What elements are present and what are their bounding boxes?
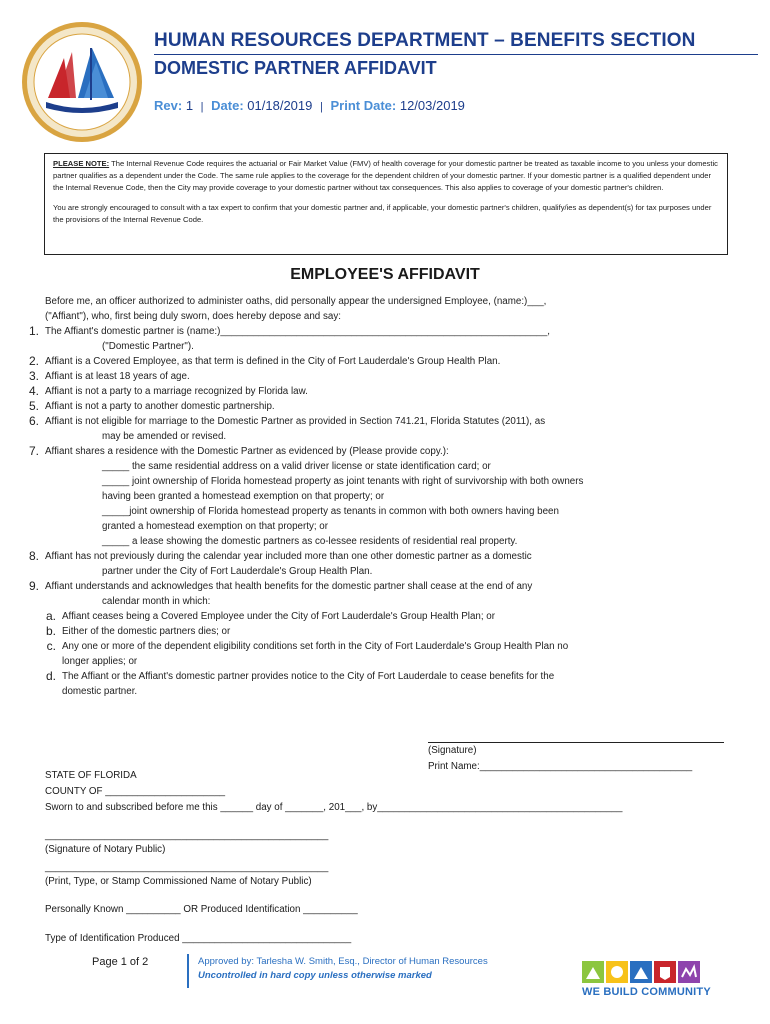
- notary-signature-label: (Signature of Notary Public): [45, 844, 166, 855]
- list-item: [0, 399, 730, 414]
- city-seal-logo: [18, 18, 146, 146]
- item-continuation: may be amended or revised.: [102, 431, 227, 442]
- item-text: The Affiant's domestic partner is (name:)____________________________________________________________,: [45, 326, 551, 337]
- item-text: Affiant is not a party to another domestic partnership.: [45, 401, 275, 412]
- residence-option-1: _____ the same residential address on a valid driver license or state identification card; or: [102, 461, 491, 472]
- document-form-title: DOMESTIC PARTNER AFFIDAVIT: [154, 58, 437, 78]
- item-continuation: ("Domestic Partner").: [102, 341, 194, 352]
- sworn-statement[interactable]: Sworn to and subscribed before me this ______ day of _______, 201___, by_____________________________________________: [45, 802, 623, 813]
- approval-line: Approved by: Tarlesha W. Smith, Esq., Director of Human Resources: [198, 956, 488, 967]
- notice-label: PLEASE NOTE:: [53, 159, 110, 168]
- notice-text-1: The Internal Revenue Code requires the actuarial or Fair Market Value (FMV) of health coverage for your domestic partner be treated as taxable income to you unless your domestic partner qualifies as a dependent under the Code. The same rule applies to the coverage for the dependent children of your domestic partner. If your domestic partner is a qualified dependent under the Internal Revenue Code, then the City may provide coverage to your domestic partner without tax consequences. This also applies to coverage of your domestic partner's children.: [53, 159, 718, 192]
- item-number: 2.: [28, 354, 39, 368]
- residence-option-3: _____joint ownership of Florida homestead property as tenants in common with both owners having been: [102, 506, 559, 517]
- state-line: STATE OF FLORIDA: [45, 770, 137, 781]
- item-text: Affiant is not a party to a marriage recognized by Florida law.: [45, 386, 308, 397]
- list-item: [0, 579, 730, 594]
- subitem-letter: b.: [45, 624, 56, 638]
- list-item: [0, 384, 730, 399]
- print-date-label: Print Date:: [330, 98, 397, 113]
- list-item: [0, 369, 730, 384]
- subitem-continuation: domestic partner.: [62, 686, 138, 697]
- item-text: Affiant is at least 18 years of age.: [45, 371, 190, 382]
- uncontrolled-notice: Uncontrolled in hard copy unless otherwise marked: [198, 970, 432, 981]
- subitem-text: Any one or more of the dependent eligibility conditions set forth in the City of Fort Lauderdale's Group Health Plan no: [62, 641, 569, 652]
- residence-option-4: _____ a lease showing the domestic partners as co-lessee residents of residential real property.: [102, 536, 518, 547]
- list-item: [0, 444, 730, 459]
- signature-label: (Signature): [428, 745, 477, 756]
- identification-type-field[interactable]: Type of Identification Produced _______________________________: [45, 933, 352, 944]
- item-number: 9.: [28, 579, 39, 593]
- residence-option-2: _____ joint ownership of Florida homestead property as joint tenants with right of survivorship with both owners: [102, 476, 584, 487]
- header-divider: [154, 54, 758, 55]
- rev-value: 1: [185, 98, 194, 113]
- subitem-text: The Affiant or the Affiant's domestic partner provides notice to the City of Fort Lauderdale to cease benefits for the: [62, 671, 555, 682]
- subitem-continuation: longer applies; or: [62, 656, 138, 667]
- notary-signature-line[interactable]: ____________________________________________________: [45, 830, 329, 841]
- list-item: [0, 414, 730, 429]
- item-text: Affiant has not previously during the calendar year included more than one other domestic partner as a domestic: [45, 551, 532, 562]
- item-number: 6.: [28, 414, 39, 428]
- list-item: [0, 354, 730, 369]
- page-number: Page 1 of 2: [92, 956, 149, 968]
- date-label: Date:: [211, 98, 244, 113]
- item-text: Affiant is not eligible for marriage to the Domestic Partner as provided in Section 741.21, Florida Statutes (2011), as: [45, 416, 546, 427]
- subitem-text: Affiant ceases being a Covered Employee under the City of Fort Lauderdale's Group Health Plan; or: [62, 611, 496, 622]
- separator: |: [200, 101, 204, 113]
- notary-name-line[interactable]: ____________________________________________________: [45, 862, 329, 873]
- notice-paragraph-1: [53, 158, 719, 194]
- print-date-value: 12/03/2019: [399, 98, 465, 113]
- sub-list-item: [0, 624, 730, 639]
- separator: |: [320, 101, 323, 113]
- subitem-letter: c.: [46, 639, 56, 653]
- notice-paragraph-2: You are strongly encouraged to consult with a tax expert to confirm that your domestic partner and, if applicable, your domestic partner's children, qualify/ies as dependent(s) for tax purposes under the provisions of the Internal Revenue Code.: [53, 203, 712, 224]
- county-field[interactable]: COUNTY OF ______________________: [45, 786, 226, 797]
- sub-list-item: [0, 609, 730, 624]
- subitem-letter: a.: [45, 609, 56, 623]
- intro-line-1: Before me, an officer authorized to administer oaths, did personally appear the undersigned Employee, (name:)___,: [45, 296, 547, 307]
- item-text: Affiant understands and acknowledges that health benefits for the domestic partner shall cease at the end of any: [45, 581, 533, 592]
- item-text: Affiant shares a residence with the Domestic Partner as evidenced by (Please provide copy.):: [45, 446, 449, 457]
- residence-option-2-cont: having been granted a homestead exemption on that property; or: [102, 491, 385, 502]
- list-item: [0, 324, 730, 339]
- item-number: 7.: [28, 444, 39, 458]
- identification-field[interactable]: Personally Known __________ OR Produced Identification __________: [45, 904, 358, 915]
- intro-line-2: ("Affiant"), who, first being duly sworn, does hereby depose and say:: [45, 311, 341, 322]
- item-continuation: partner under the City of Fort Lauderdale's Group Health Plan.: [102, 566, 373, 577]
- item-number: 5.: [28, 399, 39, 413]
- date-value: 01/18/2019: [247, 98, 313, 113]
- community-tagline: WE BUILD COMMUNITY: [582, 986, 711, 998]
- footer-divider: [187, 954, 189, 988]
- affidavit-body: [28, 294, 730, 699]
- sub-list-item: [0, 639, 730, 654]
- print-name-field[interactable]: Print Name:_______________________________________: [428, 761, 693, 772]
- tax-notice-box: [44, 153, 728, 255]
- rev-label: Rev:: [154, 98, 183, 113]
- item-number: 1.: [28, 324, 39, 338]
- item-text: Affiant is a Covered Employee, as that term is defined in the City of Fort Lauderdale's Group Health Plan.: [45, 356, 501, 367]
- list-item: [0, 549, 730, 564]
- affidavit-title: EMPLOYEE'S AFFIDAVIT: [290, 266, 480, 283]
- subitem-letter: d.: [45, 669, 56, 683]
- document-header: [18, 18, 758, 138]
- subitem-text: Either of the domestic partners dies; or: [62, 626, 231, 637]
- item-number: 3.: [28, 369, 39, 383]
- sub-list-item: [0, 669, 730, 684]
- residence-option-3-cont: granted a homestead exemption on that property; or: [102, 521, 329, 532]
- item-continuation: calendar month in which:: [102, 596, 211, 607]
- revision-line: [154, 98, 465, 113]
- notary-block: [45, 768, 735, 816]
- document-department-title: HUMAN RESOURCES DEPARTMENT – BENEFITS SECTION: [154, 30, 696, 51]
- notary-name-label: (Print, Type, or Stamp Commissioned Name of Notary Public): [45, 876, 312, 887]
- item-number: 4.: [28, 384, 39, 398]
- item-number: 8.: [28, 549, 39, 563]
